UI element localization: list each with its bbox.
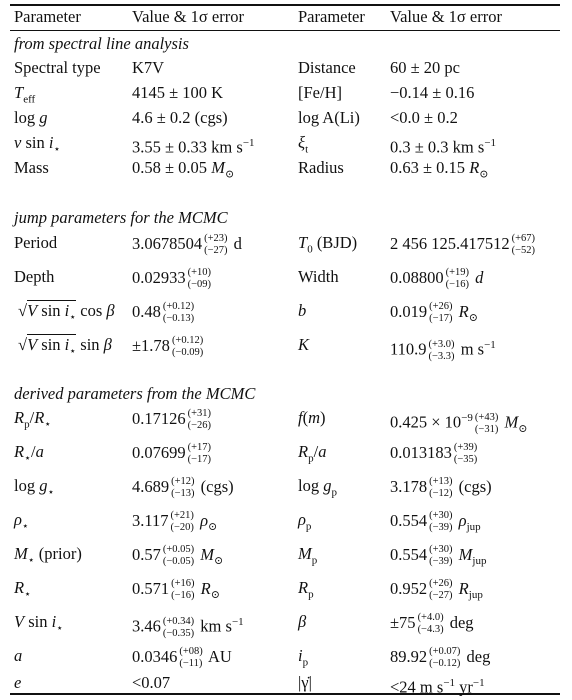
value-fm: $0.425 \times 10^{-9}$ (+43) (−31) $M_⊙$ [390,411,528,435]
value-rho-p: 0.554 (+30) (−39) $\rho_{jup}$ [390,510,481,534]
label-t0: $T_0$ (BJD) [298,233,358,256]
value-rho-star: 3.117 (+21) (−20) $\rho_⊙$ [132,510,218,534]
value-rstar-a: 0.07699 (+17) (−17) [132,442,212,465]
value-vsini-derived: 3.46 (+0.34) (−0.35) km $s^{-1}$ [132,615,244,639]
label-rho-star: $\rho_⋆$ [14,510,29,533]
value-log-gp: 3.178 (+13) (−12) (cgs) [390,476,492,499]
value-e: <0.07 [132,673,171,692]
label-rp-rstar: $R_p/R_⋆$ [14,408,52,431]
label-teff: $T_{eff}$ [14,83,36,106]
label-distance: Distance [298,58,356,77]
value-gamma-dot: <24 m $s^{-1}$ $yr^{-1}$ [390,677,485,697]
label-sqrt-vsini-sinbeta: √V $\sin i_⋆$ sin β [18,335,112,358]
value-logg: 4.6 ± 0.2 (cgs) [132,108,228,127]
label-fm: f(m) [298,408,326,427]
value-sqrt-vsini-sinbeta: ±1.78 (+0.12) (−0.09) [132,335,204,358]
value-rp: 0.952 (+26) (−27) $R_{jup}$ [390,578,483,602]
label-spectral-type: Spectral type [14,58,101,77]
section-title-jump: jump parameters for the MCMC [14,208,228,227]
value-ip: 89.92 (+0.07) (−0.12) deg [390,646,491,669]
value-mstar-prior: 0.57 (+0.05) (−0.05) $M_⊙$ [132,544,224,568]
label-b: b [298,301,307,320]
label-rp-a: $R_p/a$ [298,442,327,465]
label-gamma-dot: |γ̇| [298,673,312,692]
header-rule [10,30,560,31]
value-xi-t: 0.3 ± 0.3 km $s^{-1}$ [390,137,497,157]
value-mass: 0.58 ± 0.05 $M_⊙$ [132,158,235,181]
value-distance: 60 ± 20 pc [390,58,461,77]
value-teff: 4145 ± 100 K [132,83,224,102]
header-parameter-2: Parameter [298,7,365,26]
label-k: K [298,335,310,354]
header-parameter: Parameter [14,7,81,26]
value-rstar: 0.571 (+16) (−16) $R_⊙$ [132,578,220,602]
value-beta: ±75 (+4.0) (−4.3) deg [390,612,474,635]
label-ip: $i_p$ [298,646,309,669]
value-rp-a: 0.013183 (+39) (−35) [390,442,478,465]
value-radius: 0.63 ± 0.15 $R_⊙$ [390,158,489,181]
label-a: a [14,646,23,665]
value-sqrt-vsini-cosbeta: 0.48 (+0.12) (−0.13) [132,301,195,324]
label-vsini-derived: V $\sin i_⋆$ [14,612,64,635]
value-b: 0.019 (+26) (−17) $R_⊙$ [390,301,478,325]
label-rho-p: $\rho_p$ [298,510,312,533]
section-title-spectral: from spectral line analysis [14,34,189,53]
value-k: 110.9 (+3.0) (−3.3) m $s^{-1}$ [390,338,496,362]
label-vsini-spectral: v $\sin i_⋆$ [14,133,61,156]
label-logg: log g [14,108,48,127]
label-period: Period [14,233,58,252]
label-xi-t: $\xi_t$ [298,133,309,156]
top-rule [10,4,560,6]
value-a: 0.0346 (+08) (−11) AU [132,646,232,669]
label-rstar: $R_⋆$ [14,578,31,601]
label-width: Width [298,267,339,286]
value-log-ali: <0.0 ± 0.2 [390,108,458,127]
value-mp: 0.554 (+30) (−39) $M_{jup}$ [390,544,487,568]
value-spectral-type: K7V [132,58,165,77]
label-mass: Mass [14,158,49,177]
value-log-gstar: 4.689 (+12) (−13) (cgs) [132,476,234,499]
label-feh: [Fe/H] [298,83,342,102]
value-rp-rstar: 0.17126 (+31) (−26) [132,408,212,431]
section-title-derived: derived parameters from the MCMC [14,384,256,403]
value-period: 3.0678504 (+23) (−27) d [132,233,242,256]
label-mp: $M_p$ [298,544,318,567]
label-beta: β [298,612,307,631]
label-sqrt-vsini-cosbeta: √V $\sin i_⋆$ cos β [18,301,115,324]
value-vsini-spectral: 3.55 ± 0.33 km $s^{-1}$ [132,137,255,157]
value-width: 0.08800 (+19) (−16) d [390,267,484,290]
label-e: e [14,673,22,692]
label-rstar-a: $R_⋆/a$ [14,442,44,465]
value-feh: −0.14 ± 0.16 [390,83,475,102]
label-mstar-prior: $M_⋆$ (prior) [14,544,82,567]
header-value: Value & 1σ error [132,7,244,26]
label-log-gp: $\log g_p$ [298,476,337,499]
value-depth: 0.02933 (+10) (−09) [132,267,212,290]
header-value-2: Value & 1σ error [390,7,502,26]
label-log-gstar: $\log g_⋆$ [14,476,55,499]
label-depth: Depth [14,267,55,286]
value-t0: 2 456 125.417512 (+67) (−52) [390,233,536,256]
label-log-ali: log A(Li) [298,108,360,127]
label-rp: $R_p$ [298,578,314,601]
label-radius: Radius [298,158,344,177]
